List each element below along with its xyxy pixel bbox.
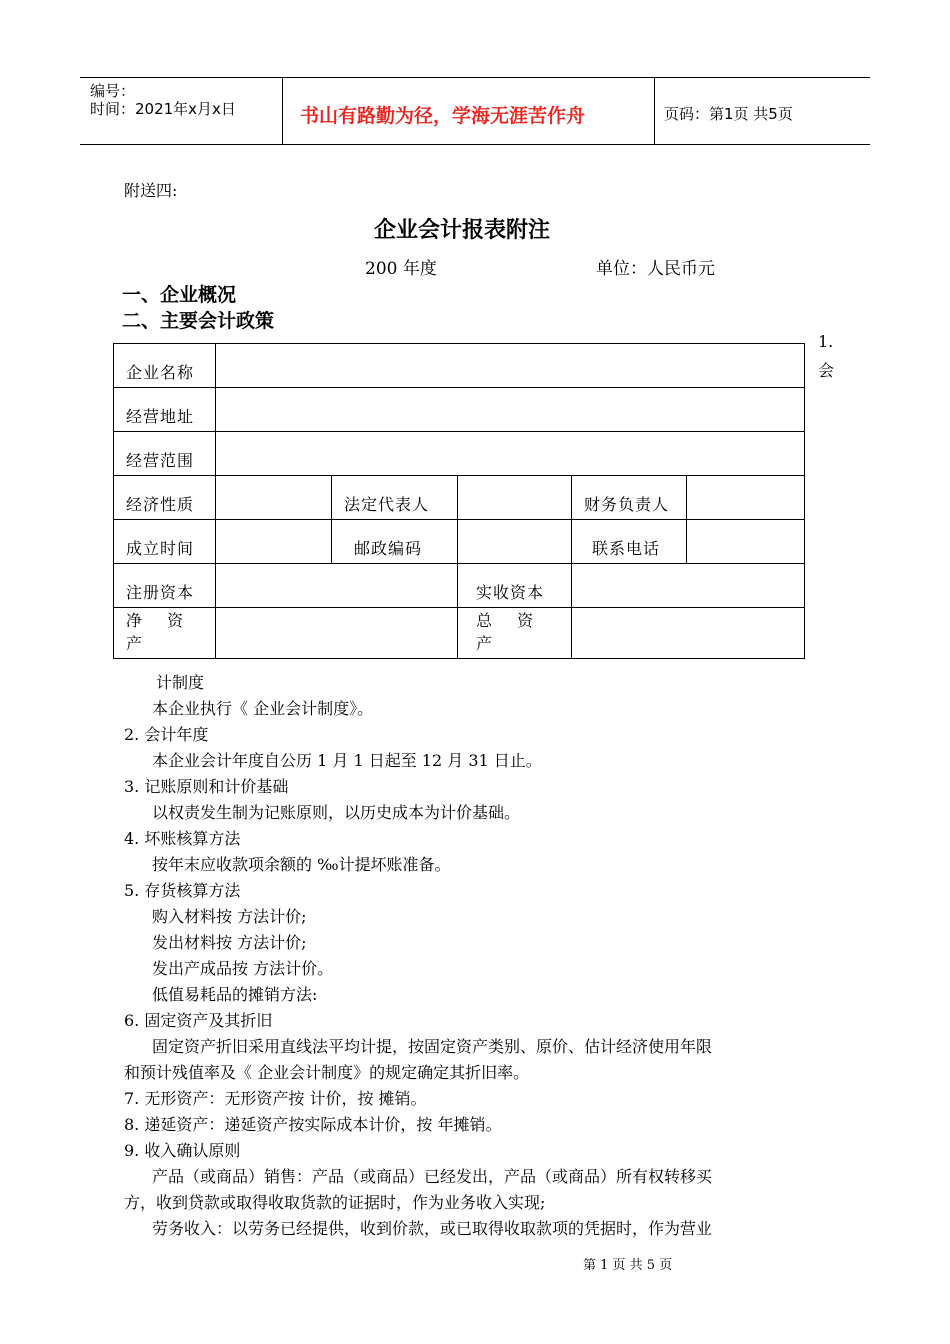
report-unit: 单位：人民币元 xyxy=(596,259,715,279)
body-line: 固定资产折旧采用直线法平均计提，按固定资产类别、原价、估计经济使用年限 xyxy=(152,1037,713,1056)
established-label: 成立时间 xyxy=(114,520,216,564)
table-row xyxy=(114,432,805,476)
established-value[interactable] xyxy=(216,520,332,564)
body-line: 本企业执行《 企业会计制度》。 xyxy=(152,699,374,718)
page-title: 企业会计报表附注 xyxy=(374,218,551,243)
body-line: 发出材料按 方法计价; xyxy=(152,933,307,952)
body-heading: 9. 收入确认原则 xyxy=(124,1141,241,1160)
legal-rep-value[interactable] xyxy=(458,476,572,520)
company-name-value[interactable] xyxy=(216,344,805,388)
phone-value[interactable] xyxy=(687,520,805,564)
table-row xyxy=(114,388,805,432)
postcode-value[interactable] xyxy=(458,520,572,564)
phone-label: 联系电话 xyxy=(572,520,687,564)
header-number-label: 编号： xyxy=(90,82,136,100)
body-line: 劳务收入：以劳务已经提供，收到价款，或已取得收取款项的凭据时，作为营业 xyxy=(152,1219,713,1238)
registered-capital-label: 注册资本 xyxy=(114,564,216,608)
header-divider-left xyxy=(282,77,283,144)
body-line: 产品（或商品）销售：产品（或商品）已经发出，产品（或商品）所有权转移买 xyxy=(152,1167,713,1186)
address-label: 经营地址 xyxy=(114,388,216,432)
net-assets-value[interactable] xyxy=(216,608,458,659)
body-heading: 5. 存货核算方法 xyxy=(124,881,241,900)
attachment-label: 附送四: xyxy=(124,181,178,200)
scope-label: 经营范围 xyxy=(114,432,216,476)
paid-capital-value[interactable] xyxy=(572,564,805,608)
body-line: 按年末应收款项余额的 ‰计提坏账准备。 xyxy=(152,855,451,874)
body-line: 本企业会计年度自公历 1 月 1 日起至 12 月 31 日止。 xyxy=(152,751,542,770)
body-line: 低值易耗品的摊销方法: xyxy=(152,985,318,1004)
header-motto: 书山有路勤为径，学海无涯苦作舟 xyxy=(300,105,586,127)
body-heading: 8. 递延资产：递延资产按实际成本计价，按 年摊销。 xyxy=(124,1115,502,1134)
header-divider-right xyxy=(654,77,655,144)
header-bottom-rule xyxy=(80,144,870,145)
paid-capital-label: 实收资本 xyxy=(458,564,572,608)
nature-label: 经济性质 xyxy=(114,476,216,520)
body-heading: 7. 无形资产：无形资产按 计价，按 摊销。 xyxy=(124,1089,427,1108)
table-row xyxy=(114,608,805,659)
body-line: 计制度 xyxy=(156,673,205,692)
body-heading: 6. 固定资产及其折旧 xyxy=(124,1011,273,1030)
margin-note-char: 会 xyxy=(818,361,835,380)
company-name-label: 企业名称 xyxy=(114,344,216,388)
table-row xyxy=(114,564,805,608)
body-line: 和预计残值率及《 企业会计制度》的规定确定其折旧率。 xyxy=(124,1063,530,1082)
body-line: 以权责发生制为记账原则，以历史成本为计价基础。 xyxy=(152,803,521,822)
legal-rep-label: 法定代表人 xyxy=(332,476,458,520)
report-year: 200 年度 xyxy=(365,259,437,279)
table-row xyxy=(114,344,805,388)
total-assets-label: 总 资 产 xyxy=(458,608,572,659)
postcode-label: 邮政编码 xyxy=(332,520,458,564)
margin-note-number: 1. xyxy=(818,332,834,351)
body-heading: 4. 坏账核算方法 xyxy=(124,829,241,848)
registered-capital-value[interactable] xyxy=(216,564,458,608)
table-row xyxy=(114,520,805,564)
total-assets-value[interactable] xyxy=(572,608,805,659)
table-row xyxy=(114,476,805,520)
footer-page-number: 第 1 页 共 5 页 xyxy=(583,1258,673,1273)
finance-head-label: 财务负责人 xyxy=(572,476,687,520)
body-heading: 2. 会计年度 xyxy=(124,725,209,744)
address-value[interactable] xyxy=(216,388,805,432)
header-time-label: 时间：2021年x月x日 xyxy=(90,100,236,118)
section-heading-1: 一、企业概况 xyxy=(122,284,237,306)
body-heading: 3. 记账原则和计价基础 xyxy=(124,777,289,796)
header-page-label: 页码：第1页 共5页 xyxy=(664,105,793,123)
section-heading-2: 二、主要会计政策 xyxy=(122,310,275,332)
company-info-table xyxy=(113,343,805,659)
finance-head-value[interactable] xyxy=(687,476,805,520)
body-line: 购入材料按 方法计价; xyxy=(152,907,307,926)
nature-value[interactable] xyxy=(216,476,332,520)
scope-value[interactable] xyxy=(216,432,805,476)
header-top-rule xyxy=(80,77,870,78)
body-line: 方，收到贷款或取得收取货款的证据时，作为业务收入实现; xyxy=(124,1193,546,1212)
body-line: 发出产成品按 方法计价。 xyxy=(152,959,334,978)
net-assets-label: 净 资 产 xyxy=(114,608,216,659)
